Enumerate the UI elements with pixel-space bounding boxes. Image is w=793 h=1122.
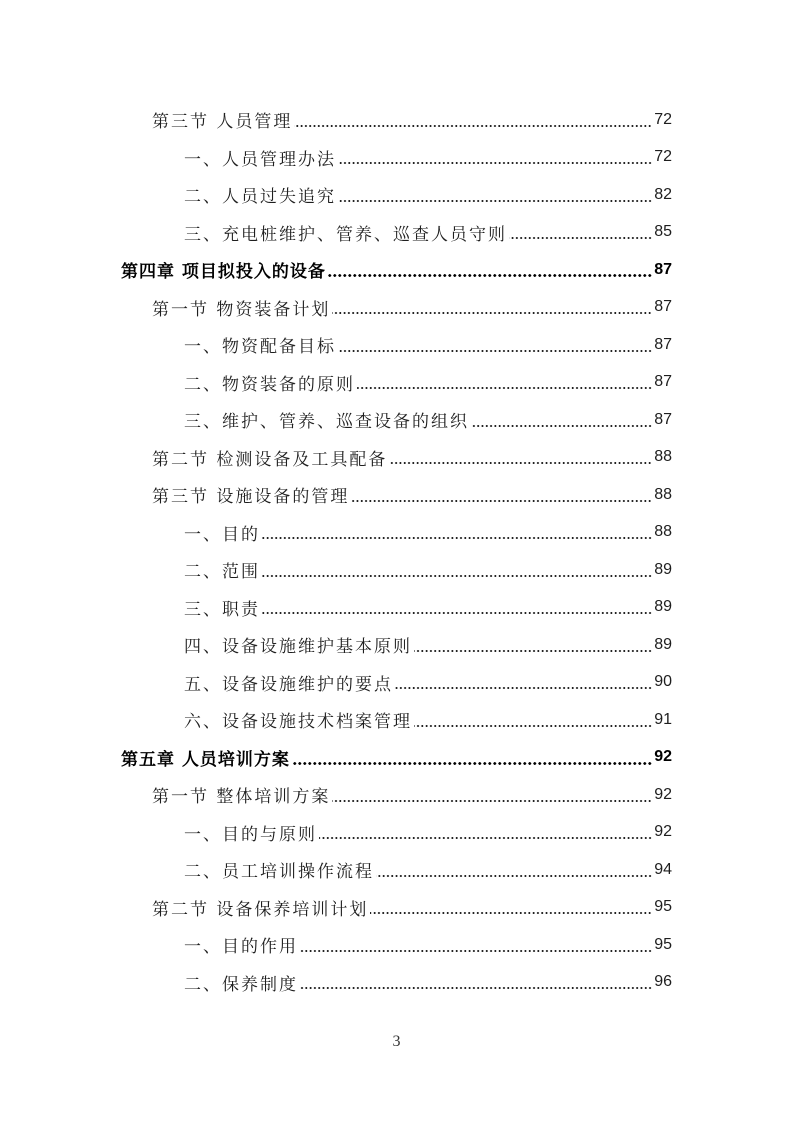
toc-entry[interactable]: [0, 514, 793, 552]
toc-entry-title: 第二节 检测设备及工具配备: [152, 449, 388, 470]
toc-entry-page: 92: [654, 785, 672, 803]
dot-leader: [471, 425, 652, 427]
toc-entry[interactable]: [0, 701, 793, 739]
toc-entry[interactable]: [0, 326, 793, 364]
toc-entry-title: 第一节 整体培训方案: [152, 787, 331, 808]
dot-leader: [292, 762, 652, 765]
toc-entry-page: 87: [654, 260, 672, 278]
toc-entry-page: 72: [654, 110, 672, 128]
toc-entry[interactable]: [0, 139, 793, 177]
dot-leader: [351, 500, 652, 502]
toc-entry-title: 三、维护、管养、巡查设备的组织: [184, 412, 469, 433]
toc-entry-title: 二、物资装备的原则: [184, 374, 355, 395]
toc-entry-title: 三、职责: [184, 599, 260, 620]
toc-entry-page: 91: [654, 710, 672, 728]
toc-entry-title: 一、目的与原则: [184, 824, 317, 845]
dot-leader: [357, 387, 652, 389]
toc-entry[interactable]: [0, 814, 793, 852]
toc-entry[interactable]: [0, 476, 793, 514]
toc-entry-title: 二、员工培训操作流程: [184, 862, 374, 883]
dot-leader: [395, 687, 652, 689]
dot-leader: [338, 162, 652, 164]
toc-entry-title: 第一节 物资装备计划: [152, 299, 331, 320]
toc-entry[interactable]: [0, 439, 793, 477]
dot-leader: [332, 800, 652, 802]
toc-entry-page: 95: [654, 935, 672, 953]
dot-leader: [300, 987, 652, 989]
toc-entry-page: 72: [654, 148, 672, 166]
toc-entry-page: 85: [654, 223, 672, 241]
toc-entry-page: 89: [654, 635, 672, 653]
toc-entry-page: 96: [654, 973, 672, 991]
dot-leader: [332, 312, 652, 314]
dot-leader: [376, 875, 652, 877]
dot-leader: [509, 237, 652, 239]
toc-entry[interactable]: [0, 551, 793, 589]
toc-entry-title: 第三节 设施设备的管理: [152, 487, 350, 508]
toc-entry[interactable]: [0, 626, 793, 664]
toc-entry[interactable]: [0, 889, 793, 927]
toc-entry-page: 87: [654, 335, 672, 353]
toc-entry-page: 95: [654, 898, 672, 916]
toc-entry-title: 一、物资配备目标: [184, 337, 336, 358]
toc-entry-page: 92: [654, 748, 672, 766]
toc-entry[interactable]: [0, 401, 793, 439]
dot-leader: [262, 575, 652, 577]
toc-entry-page: 82: [654, 185, 672, 203]
toc-entry-title: 二、保养制度: [184, 974, 298, 995]
toc-entry-title: 第二节 设备保养培训计划: [152, 899, 369, 920]
toc-entry[interactable]: [0, 964, 793, 1002]
toc-entry-page: 90: [654, 673, 672, 691]
dot-leader: [338, 200, 652, 202]
toc-entry-title: 第四章 项目拟投入的设备: [121, 262, 326, 283]
toc-entry-title: 二、人员过失追究: [184, 187, 336, 208]
dot-leader: [414, 650, 652, 652]
toc-entry[interactable]: [0, 101, 793, 139]
toc-chapter-entry[interactable]: [0, 739, 793, 777]
toc-entry[interactable]: [0, 926, 793, 964]
toc-entry-title: 第五章 人员培训方案: [121, 749, 290, 770]
dot-leader: [319, 837, 652, 839]
toc-entry-title: 一、人员管理办法: [184, 149, 336, 170]
toc-entry-page: 87: [654, 373, 672, 391]
page-number: 3: [392, 1033, 401, 1050]
dot-leader: [370, 912, 652, 914]
dot-leader: [414, 725, 652, 727]
toc-entry-page: 87: [654, 410, 672, 428]
toc-entry-page: 87: [654, 298, 672, 316]
toc-entry[interactable]: [0, 214, 793, 252]
toc-entry[interactable]: [0, 851, 793, 889]
toc-entry-page: 88: [654, 448, 672, 466]
toc-entry[interactable]: [0, 176, 793, 214]
toc-entry-title: 四、设备设施维护基本原则: [184, 637, 412, 658]
toc-entry-page: 94: [654, 860, 672, 878]
dot-leader: [389, 462, 652, 464]
table-of-contents: [0, 101, 793, 1001]
toc-entry-title: 二、范围: [184, 562, 260, 583]
toc-entry[interactable]: [0, 289, 793, 327]
dot-leader: [328, 274, 652, 277]
toc-entry-title: 六、设备设施技术档案管理: [184, 712, 412, 733]
toc-entry-title: 一、目的作用: [184, 937, 298, 958]
dot-leader: [300, 950, 652, 952]
dot-leader: [262, 612, 652, 614]
dot-leader: [262, 537, 652, 539]
toc-entry-page: 88: [654, 523, 672, 541]
toc-entry-title: 一、目的: [184, 524, 260, 545]
toc-entry-page: 89: [654, 598, 672, 616]
toc-entry-title: 第三节 人员管理: [152, 112, 293, 133]
toc-entry-page: 89: [654, 560, 672, 578]
toc-entry-title: 三、充电桩维护、管养、巡查人员守则: [184, 224, 507, 245]
toc-entry-title: 五、设备设施维护的要点: [184, 674, 393, 695]
toc-entry[interactable]: [0, 589, 793, 627]
toc-entry-page: 92: [654, 823, 672, 841]
dot-leader: [338, 350, 652, 352]
toc-entry[interactable]: [0, 776, 793, 814]
toc-entry-page: 88: [654, 485, 672, 503]
dot-leader: [294, 125, 652, 127]
toc-chapter-entry[interactable]: [0, 251, 793, 289]
toc-entry[interactable]: [0, 364, 793, 402]
toc-entry[interactable]: [0, 664, 793, 702]
